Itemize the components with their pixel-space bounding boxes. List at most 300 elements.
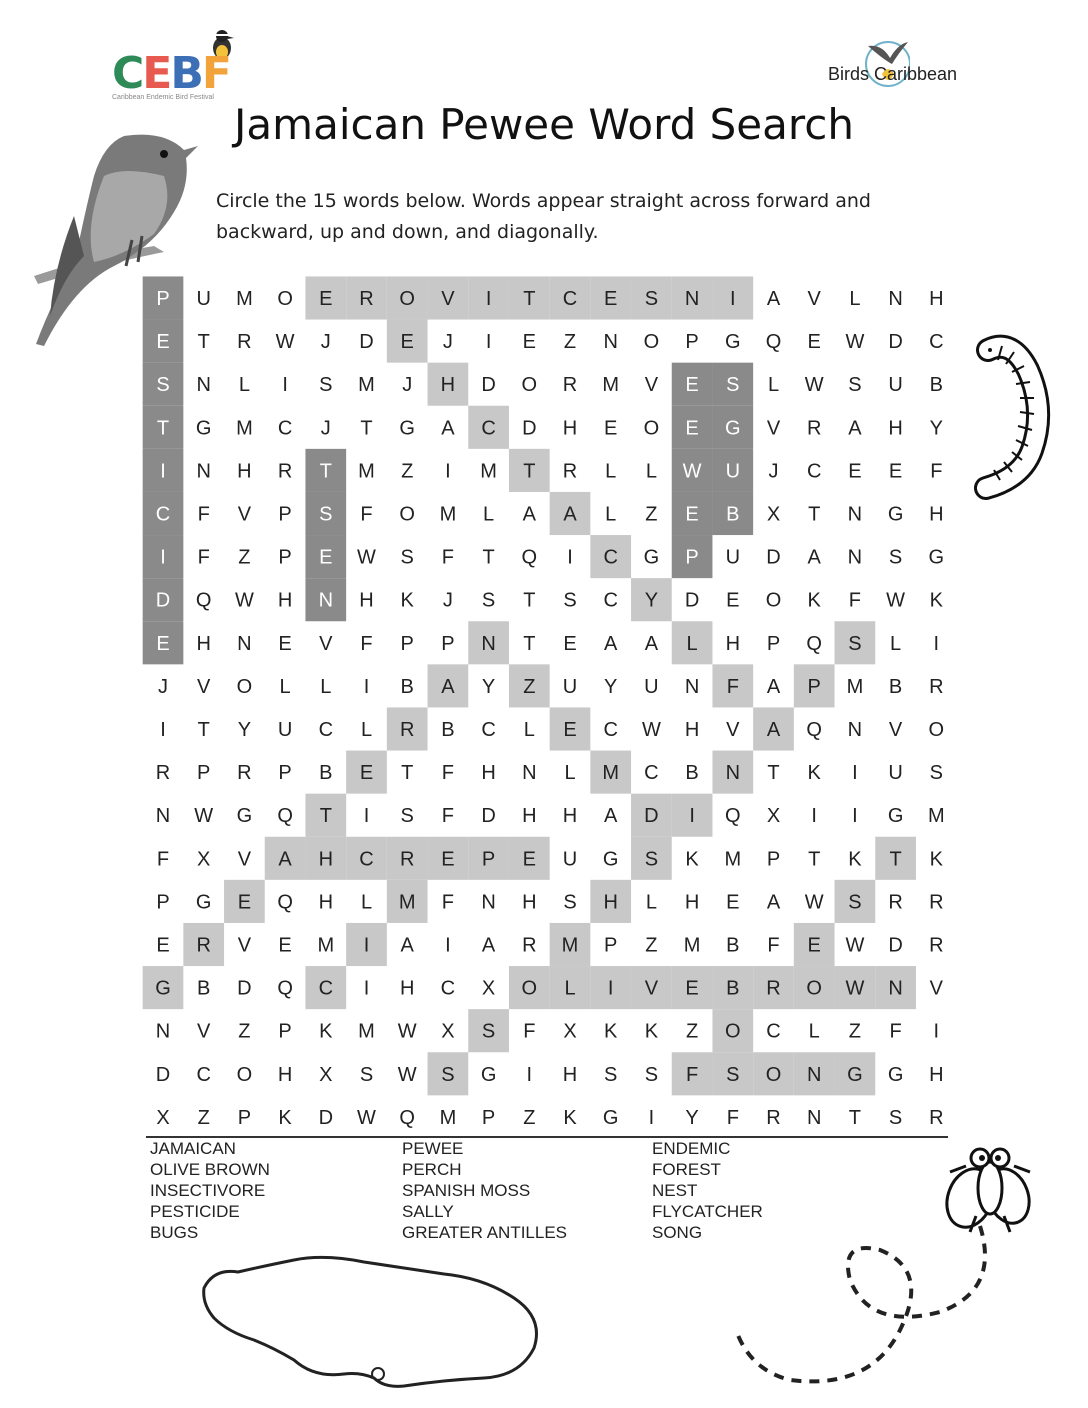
grid-letter[interactable]: V [644,977,659,1000]
grid-letter[interactable]: F [197,503,210,526]
grid-letter[interactable]: P [278,762,292,785]
grid-letter[interactable]: C [766,1020,781,1043]
grid-letter[interactable]: C [562,288,578,310]
grid-letter[interactable]: P [156,891,170,914]
grid-letter[interactable]: S [563,891,577,914]
grid-letter[interactable]: E [685,977,699,1000]
grid-letter[interactable]: F [360,503,373,526]
grid-letter[interactable]: Z [645,503,658,526]
grid-letter[interactable]: M [602,762,620,785]
grid-letter[interactable]: O [928,719,945,741]
grid-letter[interactable]: I [160,719,166,741]
grid-letter[interactable]: I [160,546,166,569]
grid-letter[interactable]: W [845,934,865,957]
grid-letter[interactable]: B [726,503,740,526]
grid-letter[interactable]: E [685,417,699,440]
grid-letter[interactable]: D [481,805,496,828]
grid-letter[interactable]: E [807,331,821,354]
grid-letter[interactable]: O [521,977,538,1000]
grid-letter[interactable]: B [929,374,943,397]
grid-letter[interactable]: R [929,675,944,698]
grid-letter[interactable]: F [441,762,455,785]
grid-letter[interactable]: T [523,589,536,612]
grid-letter[interactable]: S [726,1063,740,1086]
grid-letter[interactable]: S [604,1063,618,1086]
grid-letter[interactable]: W [357,1106,376,1129]
grid-letter[interactable]: W [682,460,702,483]
grid-letter[interactable]: A [481,934,496,957]
grid-letter[interactable]: E [685,503,699,526]
grid-letter[interactable]: P [685,331,699,354]
grid-letter[interactable]: R [562,374,578,397]
grid-letter[interactable]: F [848,589,862,612]
grid-letter[interactable]: C [318,977,334,1000]
grid-letter[interactable]: J [768,460,779,483]
grid-letter[interactable]: N [318,589,334,612]
grid-letter[interactable]: N [481,632,496,655]
grid-letter[interactable]: A [441,417,455,440]
grid-letter[interactable]: S [848,632,862,655]
grid-letter[interactable]: O [277,288,293,310]
grid-letter[interactable]: F [726,1106,739,1129]
grid-letter[interactable]: E [604,417,618,440]
grid-letter[interactable]: O [399,503,415,526]
grid-letter[interactable]: I [607,977,614,1000]
grid-letter[interactable]: K [685,848,699,871]
grid-letter[interactable]: D [766,546,781,569]
grid-letter[interactable]: S [319,374,333,397]
grid-letter[interactable]: I [689,805,695,828]
grid-letter[interactable]: X [197,848,211,871]
grid-letter[interactable]: N [888,288,903,310]
grid-letter[interactable]: H [481,762,496,785]
grid-letter[interactable]: A [278,848,292,871]
grid-letter[interactable]: V [197,1020,211,1043]
grid-letter[interactable]: J [402,374,413,397]
grid-letter[interactable]: I [282,374,288,397]
grid-letter[interactable]: N [196,460,211,483]
grid-letter[interactable]: S [888,1106,903,1129]
grid-letter[interactable]: L [890,632,902,655]
grid-letter[interactable]: I [445,460,451,483]
grid-letter[interactable]: G [847,1063,863,1086]
grid-letter[interactable]: F [767,934,780,957]
grid-letter[interactable]: H [684,891,700,914]
grid-letter[interactable]: A [766,288,781,310]
grid-letter[interactable]: I [933,632,940,655]
grid-letter[interactable]: P [278,1020,292,1043]
grid-letter[interactable]: S [441,1063,455,1086]
grid-letter[interactable]: D [155,1063,171,1086]
grid-letter[interactable]: H [318,891,334,914]
grid-letter[interactable]: K [400,589,414,612]
grid-letter[interactable]: H [929,1063,944,1086]
grid-letter[interactable]: U [725,460,741,483]
grid-letter[interactable]: T [401,762,414,785]
grid-letter[interactable]: P [807,675,821,698]
grid-letter[interactable]: T [523,632,536,655]
grid-letter[interactable]: O [765,589,782,612]
grid-letter[interactable]: F [156,848,170,871]
grid-letter[interactable]: O [236,675,253,698]
grid-letter[interactable]: N [888,977,903,1000]
grid-letter[interactable]: K [604,1020,618,1043]
grid-letter[interactable]: Z [685,1020,699,1043]
grid-letter[interactable]: N [806,1106,822,1129]
grid-letter[interactable]: H [359,589,374,612]
grid-letter[interactable]: N [237,632,252,655]
grid-letter[interactable]: T [319,805,332,828]
grid-letter[interactable]: Q [806,719,822,741]
grid-letter[interactable]: X [563,1020,577,1043]
grid-letter[interactable]: P [237,1106,252,1129]
grid-letter[interactable]: A [604,632,618,655]
grid-letter[interactable]: R [359,288,374,310]
grid-letter[interactable]: C [277,417,293,440]
grid-letter[interactable]: X [481,977,496,1000]
grid-letter[interactable]: G [887,1063,904,1086]
grid-letter[interactable]: A [441,675,455,698]
grid-letter[interactable]: T [360,417,373,440]
grid-letter[interactable]: Z [238,1020,251,1043]
grid-letter[interactable]: L [849,288,861,310]
grid-letter[interactable]: D [237,977,252,1000]
grid-letter[interactable]: S [644,288,659,310]
grid-letter[interactable]: G [195,417,212,440]
grid-letter[interactable]: H [522,805,537,828]
grid-letter[interactable]: B [197,977,211,1000]
grid-letter[interactable]: W [845,331,865,354]
grid-letter[interactable]: L [645,891,657,914]
grid-letter[interactable]: B [685,762,699,785]
grid-letter[interactable]: Z [238,546,251,569]
grid-letter[interactable]: I [363,805,370,828]
grid-letter[interactable]: S [726,374,740,397]
grid-letter[interactable]: P [604,934,618,957]
grid-letter[interactable]: G [195,891,212,914]
grid-letter[interactable]: S [848,891,862,914]
grid-letter[interactable]: E [848,460,862,483]
grid-letter[interactable]: D [359,331,374,354]
grid-letter[interactable]: Z [563,331,577,354]
grid-letter[interactable]: R [237,331,252,354]
grid-letter[interactable]: S [929,762,943,785]
grid-letter[interactable]: C [603,589,618,612]
grid-letter[interactable]: S [319,503,333,526]
grid-letter[interactable]: P [441,632,455,655]
grid-letter[interactable]: Y [685,1106,699,1129]
grid-letter[interactable]: H [562,1063,578,1086]
grid-letter[interactable]: B [400,675,414,698]
grid-letter[interactable]: V [441,288,455,310]
grid-letter[interactable]: J [442,331,453,354]
grid-letter[interactable]: A [766,719,781,741]
grid-letter[interactable]: H [399,977,415,1000]
grid-letter[interactable]: C [155,503,171,526]
grid-letter[interactable]: V [319,632,333,655]
grid-letter[interactable]: X [766,503,781,526]
grid-letter[interactable]: E [522,331,536,354]
grid-letter[interactable]: E [563,719,577,741]
grid-letter[interactable]: A [848,417,862,440]
grid-letter[interactable]: I [811,805,817,828]
grid-letter[interactable]: Z [645,934,658,957]
grid-letter[interactable]: F [523,1020,536,1043]
grid-letter[interactable]: Q [765,331,782,354]
grid-letter[interactable]: H [318,848,334,871]
grid-letter[interactable]: B [726,977,740,1000]
grid-letter[interactable]: R [277,460,293,483]
grid-letter[interactable]: E [156,632,170,655]
grid-letter[interactable]: J [320,331,331,354]
grid-letter[interactable]: G [602,848,619,871]
grid-letter[interactable]: T [523,288,536,310]
grid-letter[interactable]: N [155,1020,171,1043]
grid-letter[interactable]: D [684,589,700,612]
grid-letter[interactable]: F [441,891,455,914]
grid-letter[interactable]: P [156,288,170,310]
grid-letter[interactable]: Q [521,546,538,569]
grid-letter[interactable]: Y [481,675,496,698]
grid-letter[interactable]: M [398,891,416,914]
grid-letter[interactable]: Y [929,417,943,440]
grid-letter[interactable]: G [602,1106,619,1129]
grid-letter[interactable]: H [277,1063,293,1086]
grid-letter[interactable]: C [196,1063,211,1086]
grid-letter[interactable]: S [359,1063,374,1086]
grid-letter[interactable]: H [562,417,578,440]
grid-letter[interactable]: G [725,331,741,354]
grid-letter[interactable]: W [845,977,865,1000]
grid-letter[interactable]: L [279,675,291,698]
grid-letter[interactable]: R [766,977,781,1000]
grid-letter[interactable]: P [685,546,699,569]
grid-letter[interactable]: I [852,762,858,785]
grid-letter[interactable]: T [889,848,902,871]
grid-letter[interactable]: Z [523,675,536,698]
grid-letter[interactable]: T [156,417,170,440]
grid-letter[interactable]: Z [401,460,414,483]
grid-letter[interactable]: T [197,719,210,741]
grid-letter[interactable]: P [766,632,781,655]
grid-letter[interactable]: M [236,417,253,440]
grid-letter[interactable]: E [359,762,374,785]
grid-letter[interactable]: T [808,848,821,871]
grid-letter[interactable]: H [440,374,456,397]
grid-letter[interactable]: V [807,288,821,310]
grid-letter[interactable]: H [725,632,741,655]
grid-letter[interactable]: H [522,891,537,914]
grid-letter[interactable]: I [567,546,573,569]
grid-letter[interactable]: N [684,288,700,310]
grid-letter[interactable]: C [929,331,944,354]
grid-letter[interactable]: Z [848,1020,862,1043]
grid-letter[interactable]: A [807,546,821,569]
grid-letter[interactable]: C [359,848,374,871]
grid-letter[interactable]: G [725,417,741,440]
grid-letter[interactable]: H [929,503,944,526]
grid-letter[interactable]: X [766,805,781,828]
grid-letter[interactable]: A [766,891,781,914]
grid-letter[interactable]: G [399,417,415,440]
grid-letter[interactable]: U [562,848,578,871]
grid-letter[interactable]: X [441,1020,455,1043]
grid-letter[interactable]: U [888,374,903,397]
grid-letter[interactable]: V [197,675,211,698]
grid-letter[interactable]: E [441,848,455,871]
grid-letter[interactable]: L [564,762,576,785]
grid-letter[interactable]: A [604,805,618,828]
grid-letter[interactable]: H [277,589,293,612]
grid-letter[interactable]: U [888,762,903,785]
grid-letter[interactable]: R [399,848,415,871]
grid-letter[interactable]: V [644,374,659,397]
grid-letter[interactable]: H [929,288,944,310]
grid-letter[interactable]: M [358,374,375,397]
grid-letter[interactable]: L [238,374,250,397]
grid-letter[interactable]: K [278,1106,292,1129]
grid-letter[interactable]: U [562,675,578,698]
grid-letter[interactable]: N [603,331,618,354]
grid-letter[interactable]: W [234,589,254,612]
grid-letter[interactable]: C [806,460,822,483]
grid-letter[interactable]: N [481,891,496,914]
grid-letter[interactable]: E [319,546,333,569]
grid-letter[interactable]: J [442,589,453,612]
grid-letter[interactable]: E [156,331,170,354]
grid-letter[interactable]: T [808,503,821,526]
grid-letter[interactable]: W [397,1063,417,1086]
grid-letter[interactable]: B [319,762,333,785]
grid-letter[interactable]: A [522,503,536,526]
grid-letter[interactable]: R [562,460,578,483]
grid-letter[interactable]: R [399,719,415,741]
grid-letter[interactable]: E [807,934,821,957]
grid-letter[interactable]: L [483,503,495,526]
grid-letter[interactable]: A [563,503,577,526]
grid-letter[interactable]: F [726,675,739,698]
grid-letter[interactable]: E [319,288,333,310]
grid-letter[interactable]: I [160,460,166,483]
grid-letter[interactable]: O [643,417,660,440]
grid-letter[interactable]: A [644,632,659,655]
grid-letter[interactable]: P [481,1106,496,1129]
grid-letter[interactable]: H [603,891,618,914]
grid-letter[interactable]: N [196,374,211,397]
grid-letter[interactable]: S [481,1020,496,1043]
grid-letter[interactable]: S [481,589,496,612]
grid-letter[interactable]: M [480,460,497,483]
grid-letter[interactable]: T [848,1106,862,1129]
grid-letter[interactable]: M [439,1106,457,1129]
grid-letter[interactable]: H [684,719,700,741]
grid-letter[interactable]: G [643,546,660,569]
grid-letter[interactable]: W [357,546,376,569]
grid-letter[interactable]: A [766,675,781,698]
grid-letter[interactable]: V [929,977,943,1000]
grid-letter[interactable]: K [929,848,943,871]
grid-letter[interactable]: C [603,719,618,741]
grid-letter[interactable]: S [563,589,577,612]
grid-letter[interactable]: L [605,503,617,526]
grid-letter[interactable]: O [765,1063,782,1086]
grid-letter[interactable]: E [563,632,577,655]
grid-letter[interactable]: F [930,460,943,483]
grid-letter[interactable]: N [725,762,741,785]
grid-letter[interactable]: W [397,1020,417,1043]
grid-letter[interactable]: T [319,460,332,483]
grid-letter[interactable]: H [562,805,578,828]
grid-letter[interactable]: B [726,934,740,957]
grid-letter[interactable]: Q [725,805,741,828]
grid-letter[interactable]: I [730,288,736,310]
grid-letter[interactable]: V [766,417,781,440]
grid-letter[interactable]: I [526,1063,533,1086]
grid-letter[interactable]: W [194,805,214,828]
grid-letter[interactable]: U [277,719,293,741]
grid-letter[interactable]: W [804,891,824,914]
grid-letter[interactable]: N [847,503,863,526]
grid-letter[interactable]: M [236,288,253,310]
grid-letter[interactable]: S [156,374,170,397]
grid-letter[interactable]: C [481,719,496,741]
grid-letter[interactable]: S [848,374,862,397]
grid-letter[interactable]: R [888,891,903,914]
grid-letter[interactable]: H [237,460,252,483]
grid-letter[interactable]: L [767,374,780,397]
grid-letter[interactable]: N [847,546,863,569]
grid-letter[interactable]: M [358,1020,375,1043]
grid-letter[interactable]: R [522,934,537,957]
grid-letter[interactable]: C [318,719,334,741]
grid-letter[interactable]: I [852,805,858,828]
grid-letter[interactable]: N [522,762,537,785]
grid-letter[interactable]: G [887,805,904,828]
grid-letter[interactable]: M [927,805,945,828]
grid-letter[interactable]: Z [523,1106,536,1129]
grid-letter[interactable]: W [641,719,661,741]
grid-letter[interactable]: V [237,934,252,957]
grid-letter[interactable]: D [318,1106,334,1129]
grid-letter[interactable]: P [278,546,292,569]
grid-letter[interactable]: R [929,934,944,957]
grid-letter[interactable]: N [847,719,863,741]
grid-letter[interactable]: C [481,417,496,440]
grid-letter[interactable]: R [155,762,171,785]
grid-letter[interactable]: O [399,288,415,310]
grid-letter[interactable]: N [684,675,700,698]
grid-letter[interactable]: R [196,934,211,957]
grid-letter[interactable]: G [480,1063,497,1086]
grid-letter[interactable]: G [928,546,945,569]
grid-letter[interactable]: Y [644,589,659,612]
grid-letter[interactable]: S [644,848,659,871]
grid-letter[interactable]: A [400,934,414,957]
grid-letter[interactable]: L [808,1020,820,1043]
grid-letter[interactable]: N [155,805,171,828]
grid-letter[interactable]: I [445,934,451,957]
grid-letter[interactable]: K [644,1020,659,1043]
grid-letter[interactable]: R [929,891,944,914]
grid-letter[interactable]: K [807,762,821,785]
grid-letter[interactable]: V [888,719,903,741]
grid-letter[interactable]: Q [277,977,293,1000]
grid-letter[interactable]: E [400,331,414,354]
grid-letter[interactable]: L [564,977,576,1000]
grid-letter[interactable]: E [278,632,292,655]
grid-letter[interactable]: C [644,762,659,785]
grid-letter[interactable]: W [275,331,295,354]
